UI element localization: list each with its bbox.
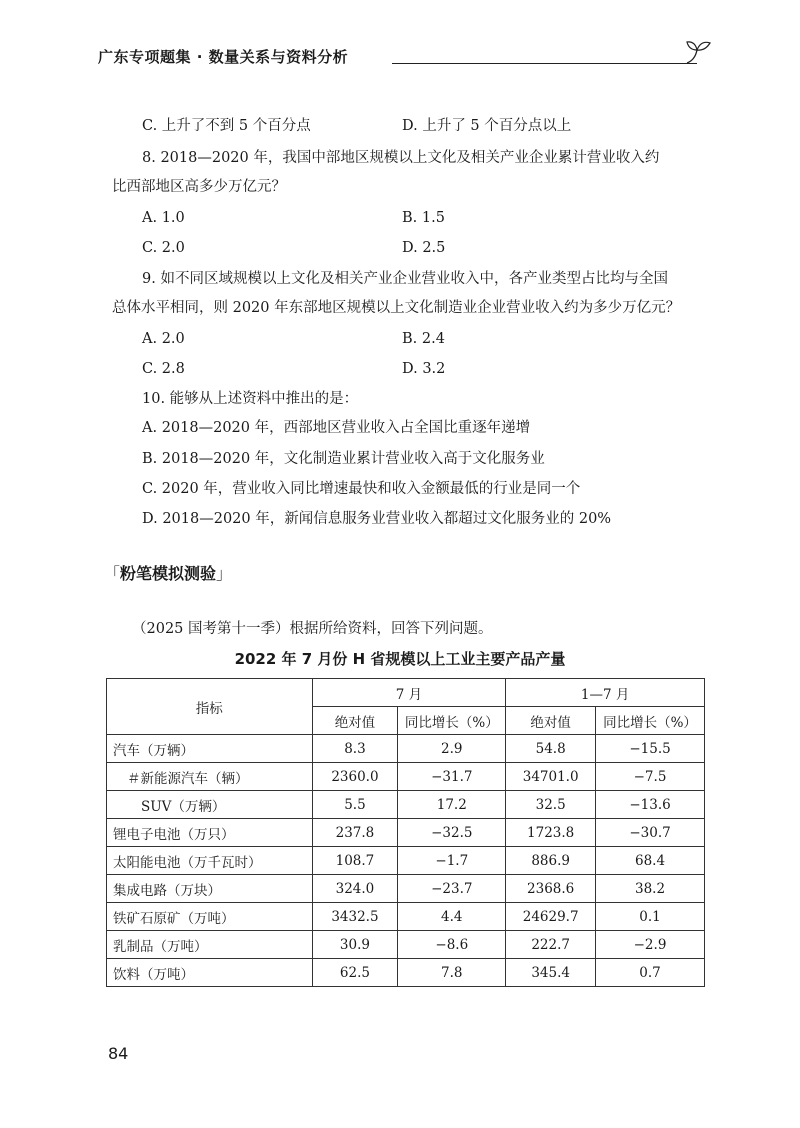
table-row bbox=[107, 735, 705, 763]
cell-month-yoy: 4.4 bbox=[398, 903, 506, 931]
q8-option-b: B. 1.5 bbox=[402, 210, 445, 226]
cell-month-yoy: −8.6 bbox=[398, 931, 506, 959]
cell-cum-yoy: −13.6 bbox=[596, 791, 705, 819]
row-indicator: 铁矿石原矿（万吨） bbox=[107, 903, 313, 931]
table-row bbox=[107, 903, 705, 931]
section-heading bbox=[104, 561, 232, 584]
page-number: 84 bbox=[108, 1044, 129, 1063]
q8-stem-line2: 比西部地区高多少万亿元？ bbox=[112, 179, 286, 195]
cell-month-yoy: 17.2 bbox=[398, 791, 506, 819]
row-indicator: 饮料（万吨） bbox=[107, 959, 313, 987]
q8-stem-line1: 8. 2018—2020 年，我国中部地区规模以上文化及相关产业企业累计营业收入约 bbox=[142, 150, 660, 166]
cell-month-abs: 108.7 bbox=[312, 847, 398, 875]
table-row bbox=[107, 819, 705, 847]
cell-cum-yoy: 68.4 bbox=[596, 847, 705, 875]
q9-option-b: B. 2.4 bbox=[402, 331, 445, 347]
cell-month-yoy: 2.9 bbox=[398, 735, 506, 763]
cell-month-yoy: 7.8 bbox=[398, 959, 506, 987]
cell-cum-abs: 54.8 bbox=[506, 735, 596, 763]
table-row bbox=[107, 791, 705, 819]
table-row bbox=[107, 931, 705, 959]
row-indicator: 汽车（万辆） bbox=[107, 735, 313, 763]
cell-cum-yoy: −30.7 bbox=[596, 819, 705, 847]
cell-cum-yoy: −2.9 bbox=[596, 931, 705, 959]
cell-cum-yoy: −7.5 bbox=[596, 763, 705, 791]
q10-option-a: A. 2018—2020 年，西部地区营业收入占全国比重逐年递增 bbox=[142, 420, 531, 436]
q10-stem: 10. 能够从上述资料中推出的是： bbox=[142, 391, 359, 407]
cell-month-yoy: −23.7 bbox=[398, 875, 506, 903]
cell-month-abs: 324.0 bbox=[312, 875, 398, 903]
cell-cum-yoy: 0.1 bbox=[596, 903, 705, 931]
q7-option-c: C. 上升了不到 5 个百分点 bbox=[142, 118, 311, 134]
q9-stem-line1: 9. 如不同区域规模以上文化及相关产业企业营业收入中，各产业类型占比均与全国 bbox=[142, 271, 668, 287]
q9-option-d: D. 3.2 bbox=[402, 361, 446, 377]
q8-option-a: A. 1.0 bbox=[142, 210, 185, 226]
bracket-open: 「 bbox=[104, 564, 121, 583]
sprout-icon bbox=[683, 36, 713, 66]
row-indicator: SUV（万辆） bbox=[107, 791, 313, 819]
q8-option-d: D. 2.5 bbox=[402, 240, 446, 256]
header-month-yoy: 同比增长（%） bbox=[398, 707, 506, 735]
cell-month-yoy: −1.7 bbox=[398, 847, 506, 875]
q9-stem-line2: 总体水平相同，则 2020 年东部地区规模以上文化制造业企业营业收入约为多少万亿元？ bbox=[112, 300, 681, 316]
header-month-abs: 绝对值 bbox=[312, 707, 398, 735]
cell-month-abs: 237.8 bbox=[312, 819, 398, 847]
cell-month-abs: 62.5 bbox=[312, 959, 398, 987]
row-indicator: 锂电子电池（万只） bbox=[107, 819, 313, 847]
cell-cum-abs: 2368.6 bbox=[506, 875, 596, 903]
cell-cum-abs: 32.5 bbox=[506, 791, 596, 819]
data-table bbox=[106, 678, 705, 987]
table-row bbox=[107, 959, 705, 987]
table-row bbox=[107, 763, 705, 791]
q9-option-c: C. 2.8 bbox=[142, 361, 185, 377]
table-title: 2022 年 7 月份 H 省规模以上工业主要产品产量 bbox=[234, 650, 566, 668]
cell-month-abs: 5.5 bbox=[312, 791, 398, 819]
q10-option-b: B. 2018—2020 年，文化制造业累计营业收入高于文化服务业 bbox=[142, 451, 545, 467]
q8-option-c: C. 2.0 bbox=[142, 240, 185, 256]
header-cum-yoy: 同比增长（%） bbox=[596, 707, 705, 735]
bracket-close: 」 bbox=[216, 564, 233, 583]
intro-text: （2025 国考第十一季）根据所给资料，回答下列问题。 bbox=[132, 621, 493, 637]
header-title: 广东专项题集 · 数量关系与资料分析 bbox=[98, 48, 349, 66]
table-header-row-1 bbox=[107, 679, 705, 707]
cell-month-yoy: −32.5 bbox=[398, 819, 506, 847]
header-group-month: 7 月 bbox=[312, 679, 506, 707]
cell-month-yoy: −31.7 bbox=[398, 763, 506, 791]
header-cum-abs: 绝对值 bbox=[506, 707, 596, 735]
q7-option-d: D. 上升了 5 个百分点以上 bbox=[402, 118, 572, 134]
cell-cum-abs: 1723.8 bbox=[506, 819, 596, 847]
cell-month-abs: 8.3 bbox=[312, 735, 398, 763]
row-indicator: 集成电路（万块） bbox=[107, 875, 313, 903]
cell-month-abs: 30.9 bbox=[312, 931, 398, 959]
cell-cum-abs: 34701.0 bbox=[506, 763, 596, 791]
cell-cum-abs: 886.9 bbox=[506, 847, 596, 875]
section-heading-text: 粉笔模拟测验 bbox=[120, 564, 217, 583]
table-row bbox=[107, 847, 705, 875]
cell-cum-yoy: −15.5 bbox=[596, 735, 705, 763]
q10-option-d: D. 2018—2020 年，新闻信息服务业营业收入都超过文化服务业的 20% bbox=[142, 511, 612, 527]
header-group-cumulative: 1—7 月 bbox=[506, 679, 705, 707]
cell-cum-abs: 222.7 bbox=[506, 931, 596, 959]
header-rule bbox=[392, 63, 697, 64]
cell-cum-abs: 24629.7 bbox=[506, 903, 596, 931]
q9-option-a: A. 2.0 bbox=[142, 331, 185, 347]
cell-cum-yoy: 0.7 bbox=[596, 959, 705, 987]
q10-option-c: C. 2020 年，营业收入同比增速最快和收入金额最低的行业是同一个 bbox=[142, 481, 581, 497]
row-indicator: 乳制品（万吨） bbox=[107, 931, 313, 959]
cell-cum-yoy: 38.2 bbox=[596, 875, 705, 903]
cell-month-abs: 2360.0 bbox=[312, 763, 398, 791]
table-row bbox=[107, 875, 705, 903]
row-indicator: ＃新能源汽车（辆） bbox=[107, 763, 313, 791]
row-indicator: 太阳能电池（万千瓦时） bbox=[107, 847, 313, 875]
cell-month-abs: 3432.5 bbox=[312, 903, 398, 931]
cell-cum-abs: 345.4 bbox=[506, 959, 596, 987]
header-indicator: 指标 bbox=[107, 679, 313, 735]
